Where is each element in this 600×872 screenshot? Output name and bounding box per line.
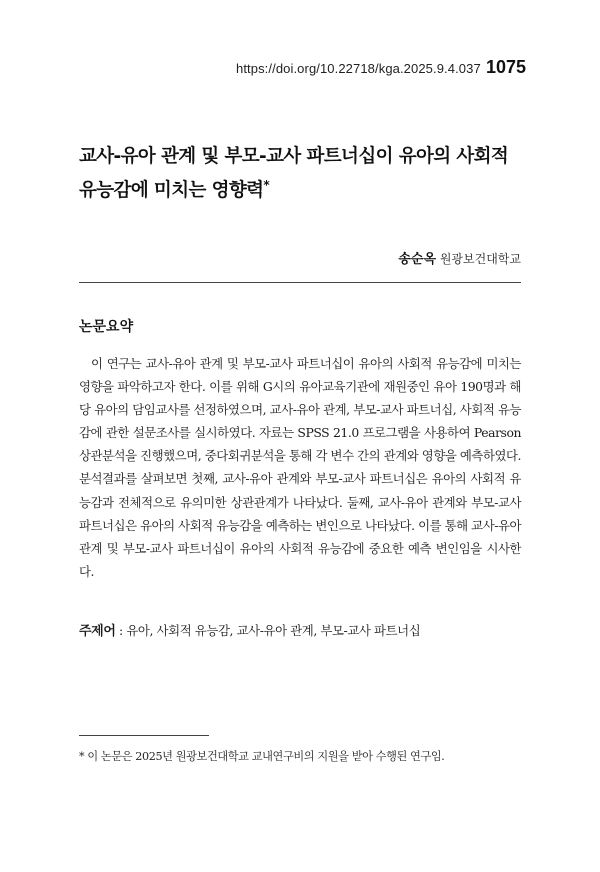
author-name: 송순옥 — [398, 252, 437, 267]
footnote-divider — [79, 735, 209, 736]
footnote: * 이 논문은 2025년 원광보건대학교 교내연구비의 지원을 받아 수행된 연구임. — [79, 750, 445, 763]
keywords-separator: : — [115, 623, 127, 638]
title-line-2-text: 유능감에 미치는 영향력 — [79, 180, 264, 202]
page-number: 1075 — [486, 57, 527, 77]
keywords-text: 유아, 사회적 유능감, 교사-유아 관계, 부모-교사 파트너십 — [126, 623, 421, 638]
title-footnote-marker: * — [263, 178, 270, 192]
abstract-heading: 논문요약 — [79, 319, 134, 335]
author-block — [398, 248, 521, 267]
author-affiliation: 원광보건대학교 — [439, 252, 521, 266]
keywords — [79, 620, 521, 639]
doi-link[interactable]: https://doi.org/10.22718/kga.2025.9.4.037 — [236, 61, 481, 76]
abstract-body: 이 연구는 교사-유아 관계 및 부모-교사 파트너십이 유아의 사회적 유능감에 미치는 영향을 파악하고자 한다. 이를 위해 G시의 유아교육기관에 재원중인 유아 190명과 해당 유아의 담임교사를 선정하였으며, 교사-유아 관계, 부모-교사 파트너십, 사회적 유능감에 관한 설문조사를 실시하였다. 자료는 SPSS 21.0 프로그램을 사용하여 Pearson 상관분석을 진행했으며, 중다회귀분석을 통해 각 변수 간의 관계와 영향을 예측하였다. 분석결과를 살펴보면 첫째, 교사-유아 관계와 부모-교사 파트너십은 유아의 사회적 유능감과 전체적으로 유의미한 상관관계가 나타났다. 둘째, 교사-유아 관계와 부모-교사 파트너십은 유아의 사회적 유능감을 예측하는 변인으로 나타났다. 이를 통해 교사-유아 관계 및 부모-교사 파트너십이 유아의 사회적 유능감에 중요한 예측 변인임을 시사한다. — [79, 356, 521, 579]
header-divider — [79, 282, 521, 283]
title-line-1: 교사-유아 관계 및 부모-교사 파트너십이 유아의 사회적 — [79, 146, 509, 167]
paper-title — [79, 142, 549, 205]
title-line-2 — [79, 171, 549, 205]
keywords-label: 주제어 — [79, 624, 116, 639]
